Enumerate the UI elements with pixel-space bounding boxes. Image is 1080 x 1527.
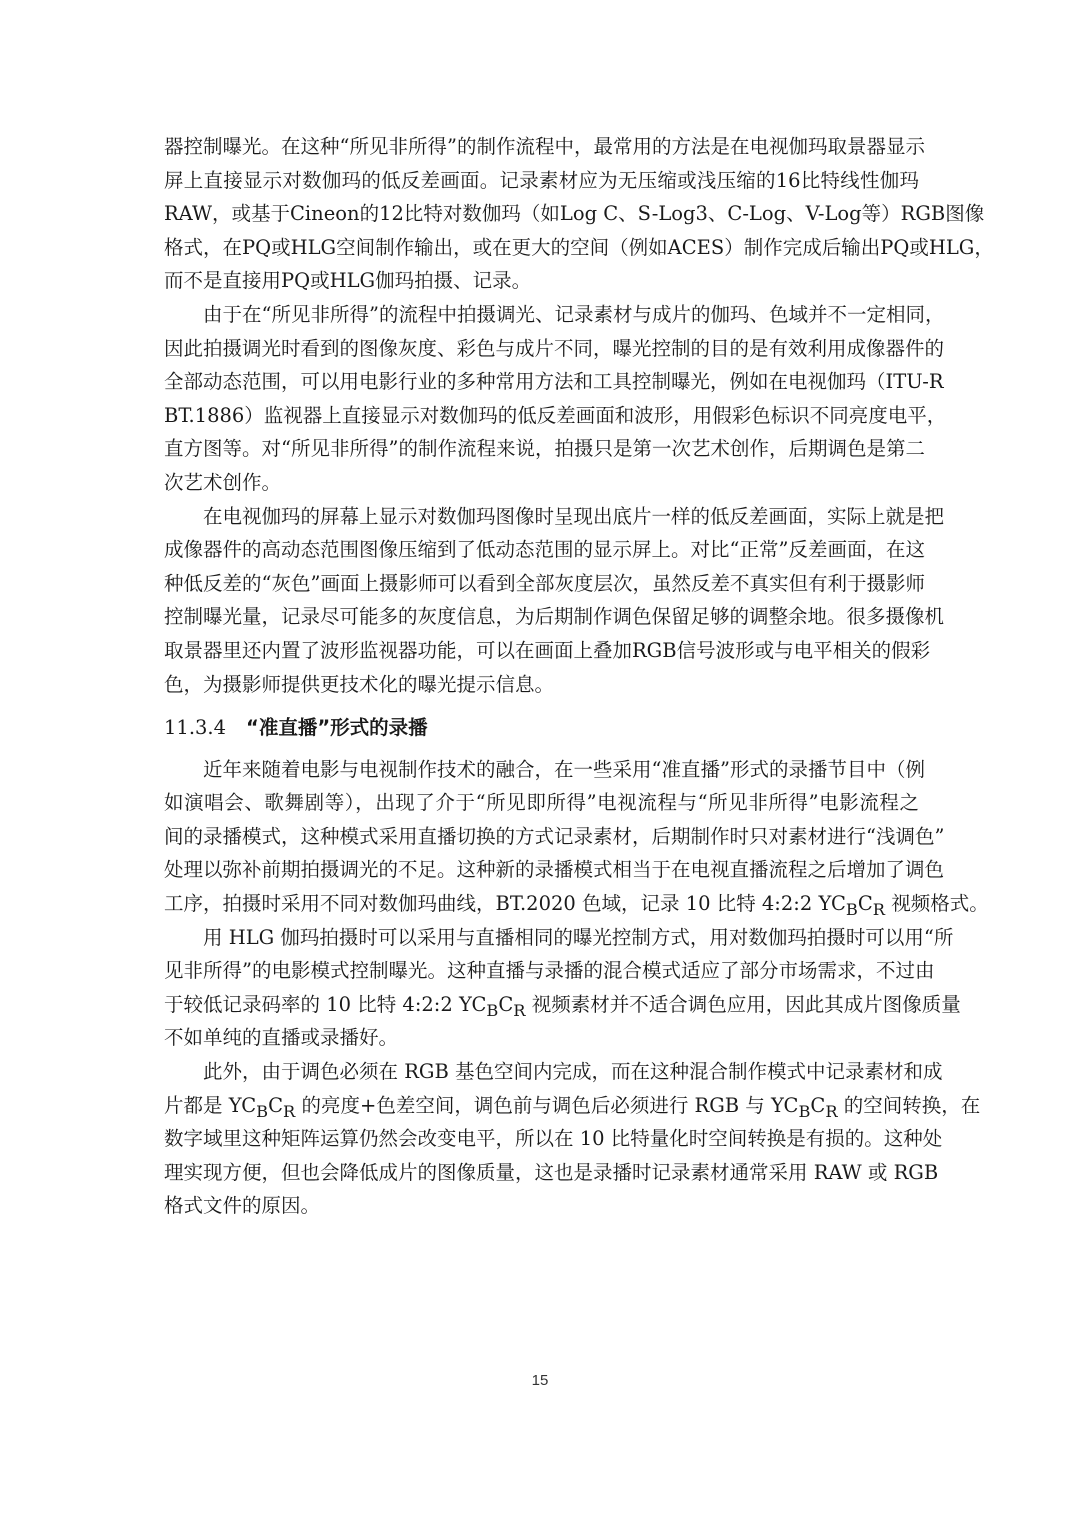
text-line: BT.1886）监视器上直接显示对数伽玛的低反差画面和波形，用假彩色标识不同亮度电平，: [164, 403, 947, 427]
text-line: 格式文件的原因。: [164, 1194, 321, 1218]
paragraphs-block-2: [164, 753, 989, 1223]
text-line: 此外，由于调色必须在 RGB 基色空间内完成，而在这种混合制作模式中记录素材和成: [203, 1060, 943, 1084]
text-line: 全部动态范围，可以用电影行业的多种常用方法和工具控制曝光，例如在电视伽玛（ITU-R: [164, 370, 944, 394]
section-number: 11.3.4: [164, 716, 227, 740]
text-line: 理实现方便，但也会降低成片的图像质量，这也是录播时记录素材通常采用 RAW 或 RGB: [164, 1160, 939, 1184]
paragraph: [164, 500, 945, 702]
text-line: 处理以弥补前期拍摄调光的不足。这种新的录播模式相当于在电视直播流程之后增加了调色: [164, 858, 945, 882]
text-line: 片都是 $YC_BC_R$ 的亮度+色差空间，调色前与调色后必须进行 RGB 与 $YC_BC_R$ 的空间转换，在: [164, 1093, 981, 1121]
text-line: 次艺术创作。: [164, 470, 282, 494]
text-line: 色，为摄影师提供更技术化的曝光提示信息。: [164, 672, 555, 696]
text-line: 因此拍摄调光时看到的图像灰度、彩色与成片不同，曝光控制的目的是有效利用成像器件的: [164, 336, 945, 360]
text-line: RAW，或基于Cineon的12比特对数伽玛（如Log C、S-Log3、C-Log、V-Log等）RGB图像: [164, 202, 985, 226]
paragraph: [164, 1055, 981, 1223]
text-line: 而不是直接用PQ或HLG伽玛拍摄、记录。: [164, 269, 532, 293]
text-line: 屏上直接显示对数伽玛的低反差画面。记录素材应为无压缩或浅压缩的16比特线性伽玛: [164, 168, 919, 192]
text-line: 近年来随着电影与电视制作技术的融合，在一些采用“准直播”形式的录播节目中（例: [203, 757, 925, 781]
text-line: 取景器里还内置了波形监视器功能，可以在画面上叠加RGB信号波形或与电平相关的假彩: [164, 638, 931, 662]
text-line: 控制曝光量，记录尽可能多的灰度信息，为后期制作调色保留足够的调整余地。很多摄像机: [164, 605, 945, 629]
text-line: 在电视伽玛的屏幕上显示对数伽玛图像时呈现出底片一样的低反差画面，实际上就是把: [203, 504, 945, 528]
paragraphs-block-1: [164, 130, 994, 701]
paragraph: [164, 130, 994, 298]
text-line: 种低反差的“灰色”画面上摄影师可以看到全部灰度层次，虽然反差不真实但有利于摄影师: [164, 571, 925, 595]
text-line: 由于在“所见非所得”的流程中拍摄调光、记录素材与成片的伽玛、色域并不一定相同，: [203, 302, 945, 326]
text-line: 间的录播模式，这种模式采用直播切换的方式记录素材，后期制作时只对素材进行“浅调色”: [164, 824, 945, 848]
page-number: 15: [531, 1372, 549, 1389]
text-line: 见非所得”的电影模式控制曝光。这种直播与录播的混合模式适应了部分市场需求，不过由: [164, 959, 935, 983]
text-line: 成像器件的高动态范围图像压缩到了低动态范围的显示屏上。对比“正常”反差画面，在这: [164, 538, 925, 562]
section-heading: [164, 711, 919, 745]
text-line: 直方图等。对“所见非所得”的制作流程来说，拍摄只是第一次艺术创作，后期调色是第二: [164, 437, 925, 461]
text-line: 数字域里这种矩阵运算仍然会改变电平，所以在 10 比特量化时空间转换是有损的。这种处: [164, 1127, 943, 1151]
text-line: 不如单纯的直播或录播好。: [164, 1026, 399, 1050]
text-line: 用 HLG 伽玛拍摄时可以采用与直播相同的曝光控制方式，用对数伽玛拍摄时可以用“所: [203, 925, 954, 949]
paragraph: [164, 753, 989, 921]
text-line: 工序，拍摄时采用不同对数伽玛曲线，BT.2020 色域，记录 10 比特 4:2:2 $YC_BC_R$ 视频格式。: [164, 892, 989, 919]
document-body: [164, 130, 994, 1223]
section-title: “准直播”形式的录播: [246, 716, 428, 740]
text-line: 格式，在PQ或HLG空间制作输出，或在更大的空间（例如ACES）制作完成后输出PQ或HLG，: [164, 235, 994, 259]
text-line: 器控制曝光。在这种“所见非所得”的制作流程中，最常用的方法是在电视伽玛取景器显示: [164, 135, 925, 158]
text-line: 于较低记录码率的 10 比特 4:2:2 $YC_BC_R$ 视频素材并不适合调色应用，因此其成片图像质量: [164, 992, 961, 1020]
paragraph: [164, 921, 961, 1055]
paragraph: [164, 298, 947, 500]
text-line: 如演唱会、歌舞剧等），出现了介于“所见即所得”电视流程与“所见非所得”电影流程之: [164, 791, 919, 815]
